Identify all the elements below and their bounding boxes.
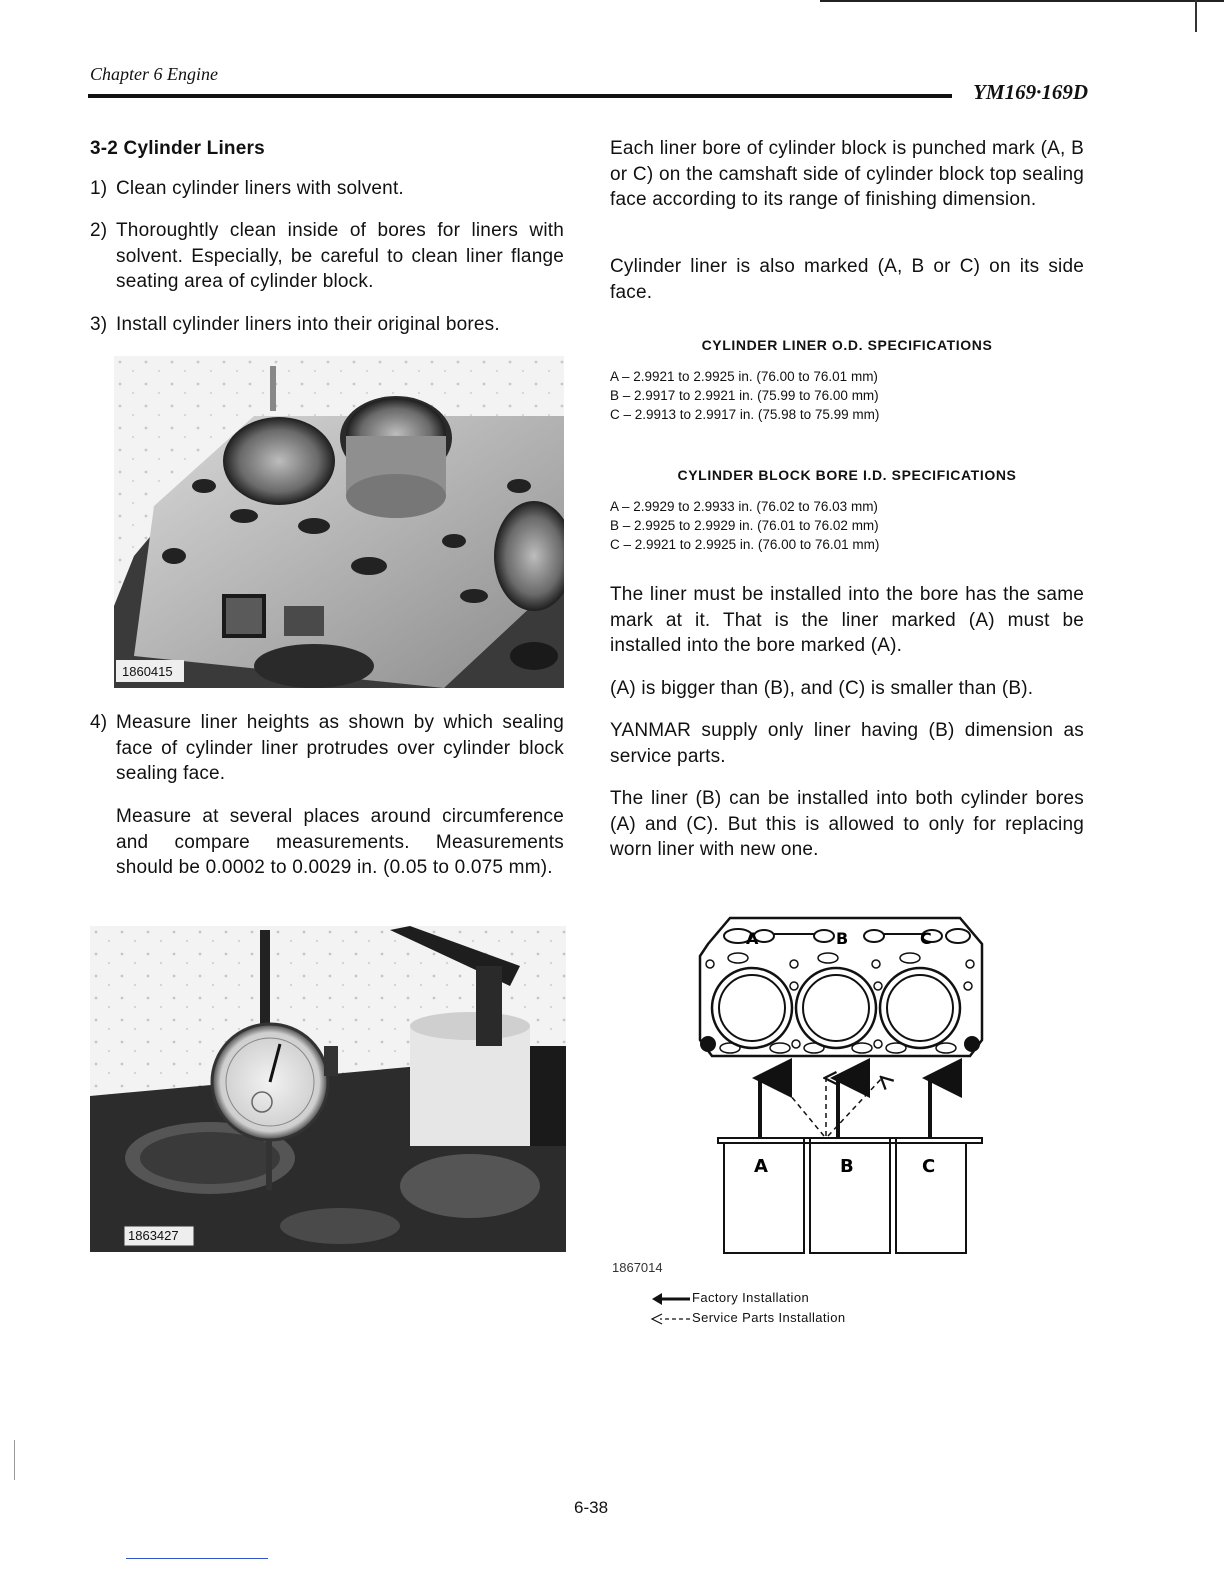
bore-label-b: B — [836, 929, 849, 948]
id-spec-title: CYLINDER BLOCK BORE I.D. SPECIFICATIONS — [677, 467, 1017, 483]
cylinder-block-illustration — [114, 356, 564, 688]
paragraph-punch-mark: Each liner bore of cylinder block is punched mark (A, B or C) on the camshaft side of cylinder block top sealing face according to its range of finishing dimension. — [610, 138, 1084, 210]
legend-factory: Factory Installation — [692, 1290, 810, 1305]
liner-label-a: A — [754, 1156, 768, 1177]
od-spec-title: CYLINDER LINER O.D. SPECIFICATIONS — [701, 337, 993, 353]
liner-label-b: B — [840, 1156, 854, 1177]
step-number: 4) — [90, 712, 108, 733]
step-3 — [90, 312, 564, 338]
step-4 — [90, 710, 564, 787]
legend-arrows-icon — [650, 1292, 692, 1328]
dial-gauge-photo — [90, 926, 566, 1252]
service-arrow-a — [776, 1078, 824, 1136]
section-title: 3-2 Cylinder Liners — [90, 138, 265, 159]
od-spec-list — [610, 367, 1084, 424]
od-spec-b: B – 2.9917 to 2.9921 in. (75.99 to 76.00 mm) — [610, 388, 879, 403]
paragraph-liner-b-usage: The liner (B) can be installed into both cylinder bores (A) and (C). But this is allowed to only for replacing worn liner with new one. — [610, 788, 1084, 860]
liner-label-c: C — [922, 1156, 936, 1177]
step-text: Thoroughtly clean inside of bores for liners with solvent. Especially, be careful to clean liner flange seating area of cylinder block. — [116, 220, 564, 292]
right-edge-mark — [1195, 0, 1197, 32]
photo-id: 1860415 — [122, 664, 173, 679]
bore-label-c: C — [920, 929, 932, 948]
od-spec-a: A – 2.9921 to 2.9925 in. (76.00 to 76.01 mm) — [610, 369, 878, 384]
step-text: Measure liner heights as shown by which sealing face of cylinder liner protrudes over cylinder block sealing face. — [116, 712, 564, 784]
page-number: 6-38 — [574, 1498, 609, 1517]
id-spec-list — [610, 497, 1084, 554]
step-text: Install cylinder liners into their original bores. — [116, 314, 500, 335]
header-rule — [88, 94, 952, 98]
diagram-id: 1867014 — [612, 1260, 663, 1275]
left-edge-mark — [14, 1440, 15, 1480]
chapter-title: Chapter 6 Engine — [90, 64, 218, 84]
measure-note: Measure at several places around circumference and compare measurements. Measurements should be 0.0002 to 0.0029 in. (0.05 to 0.075 mm). — [116, 806, 564, 878]
step-1 — [90, 176, 564, 202]
id-spec-b: B – 2.9925 to 2.9929 in. (76.01 to 76.02 mm) — [610, 518, 879, 533]
top-edge-rule — [820, 0, 1224, 2]
cylinder-block-photo — [114, 356, 564, 688]
id-spec-a: A – 2.9929 to 2.9933 in. (76.02 to 76.03 mm) — [610, 499, 878, 514]
od-spec-c: C – 2.9913 to 2.9917 in. (75.98 to 75.99 mm) — [610, 407, 880, 422]
photo-id: 1863427 — [128, 1228, 179, 1243]
paragraph-matching-rule: The liner must be installed into the bore has the same mark at it. That is the liner marked (A) must be installed into the bore marked (A). — [610, 584, 1084, 656]
bore-label-a: A — [746, 929, 759, 948]
liner-bore-drawing — [690, 910, 990, 1260]
paragraph-liner-mark: Cylinder liner is also marked (A, B or C) on its side face. — [610, 256, 1084, 303]
liner-bore-diagram — [690, 910, 990, 1260]
step-2 — [90, 218, 564, 295]
dial-gauge-illustration — [90, 926, 566, 1252]
paragraph-service-parts: YANMAR supply only liner having (B) dimension as service parts. — [610, 720, 1084, 767]
step-text: Clean cylinder liners with solvent. — [116, 178, 404, 199]
diagram-legend — [650, 1290, 910, 1330]
model-title: YM169·169D — [973, 80, 1088, 104]
id-spec-c: C – 2.9921 to 2.9925 in. (76.00 to 76.01 mm) — [610, 537, 880, 552]
paragraph-size-order: (A) is bigger than (B), and (C) is smaller than (B). — [610, 678, 1034, 699]
step-number: 3) — [90, 314, 108, 335]
step-number: 1) — [90, 178, 108, 199]
legend-service: Service Parts Installation — [692, 1310, 846, 1325]
step-number: 2) — [90, 220, 108, 241]
bottom-underline — [126, 1558, 268, 1559]
